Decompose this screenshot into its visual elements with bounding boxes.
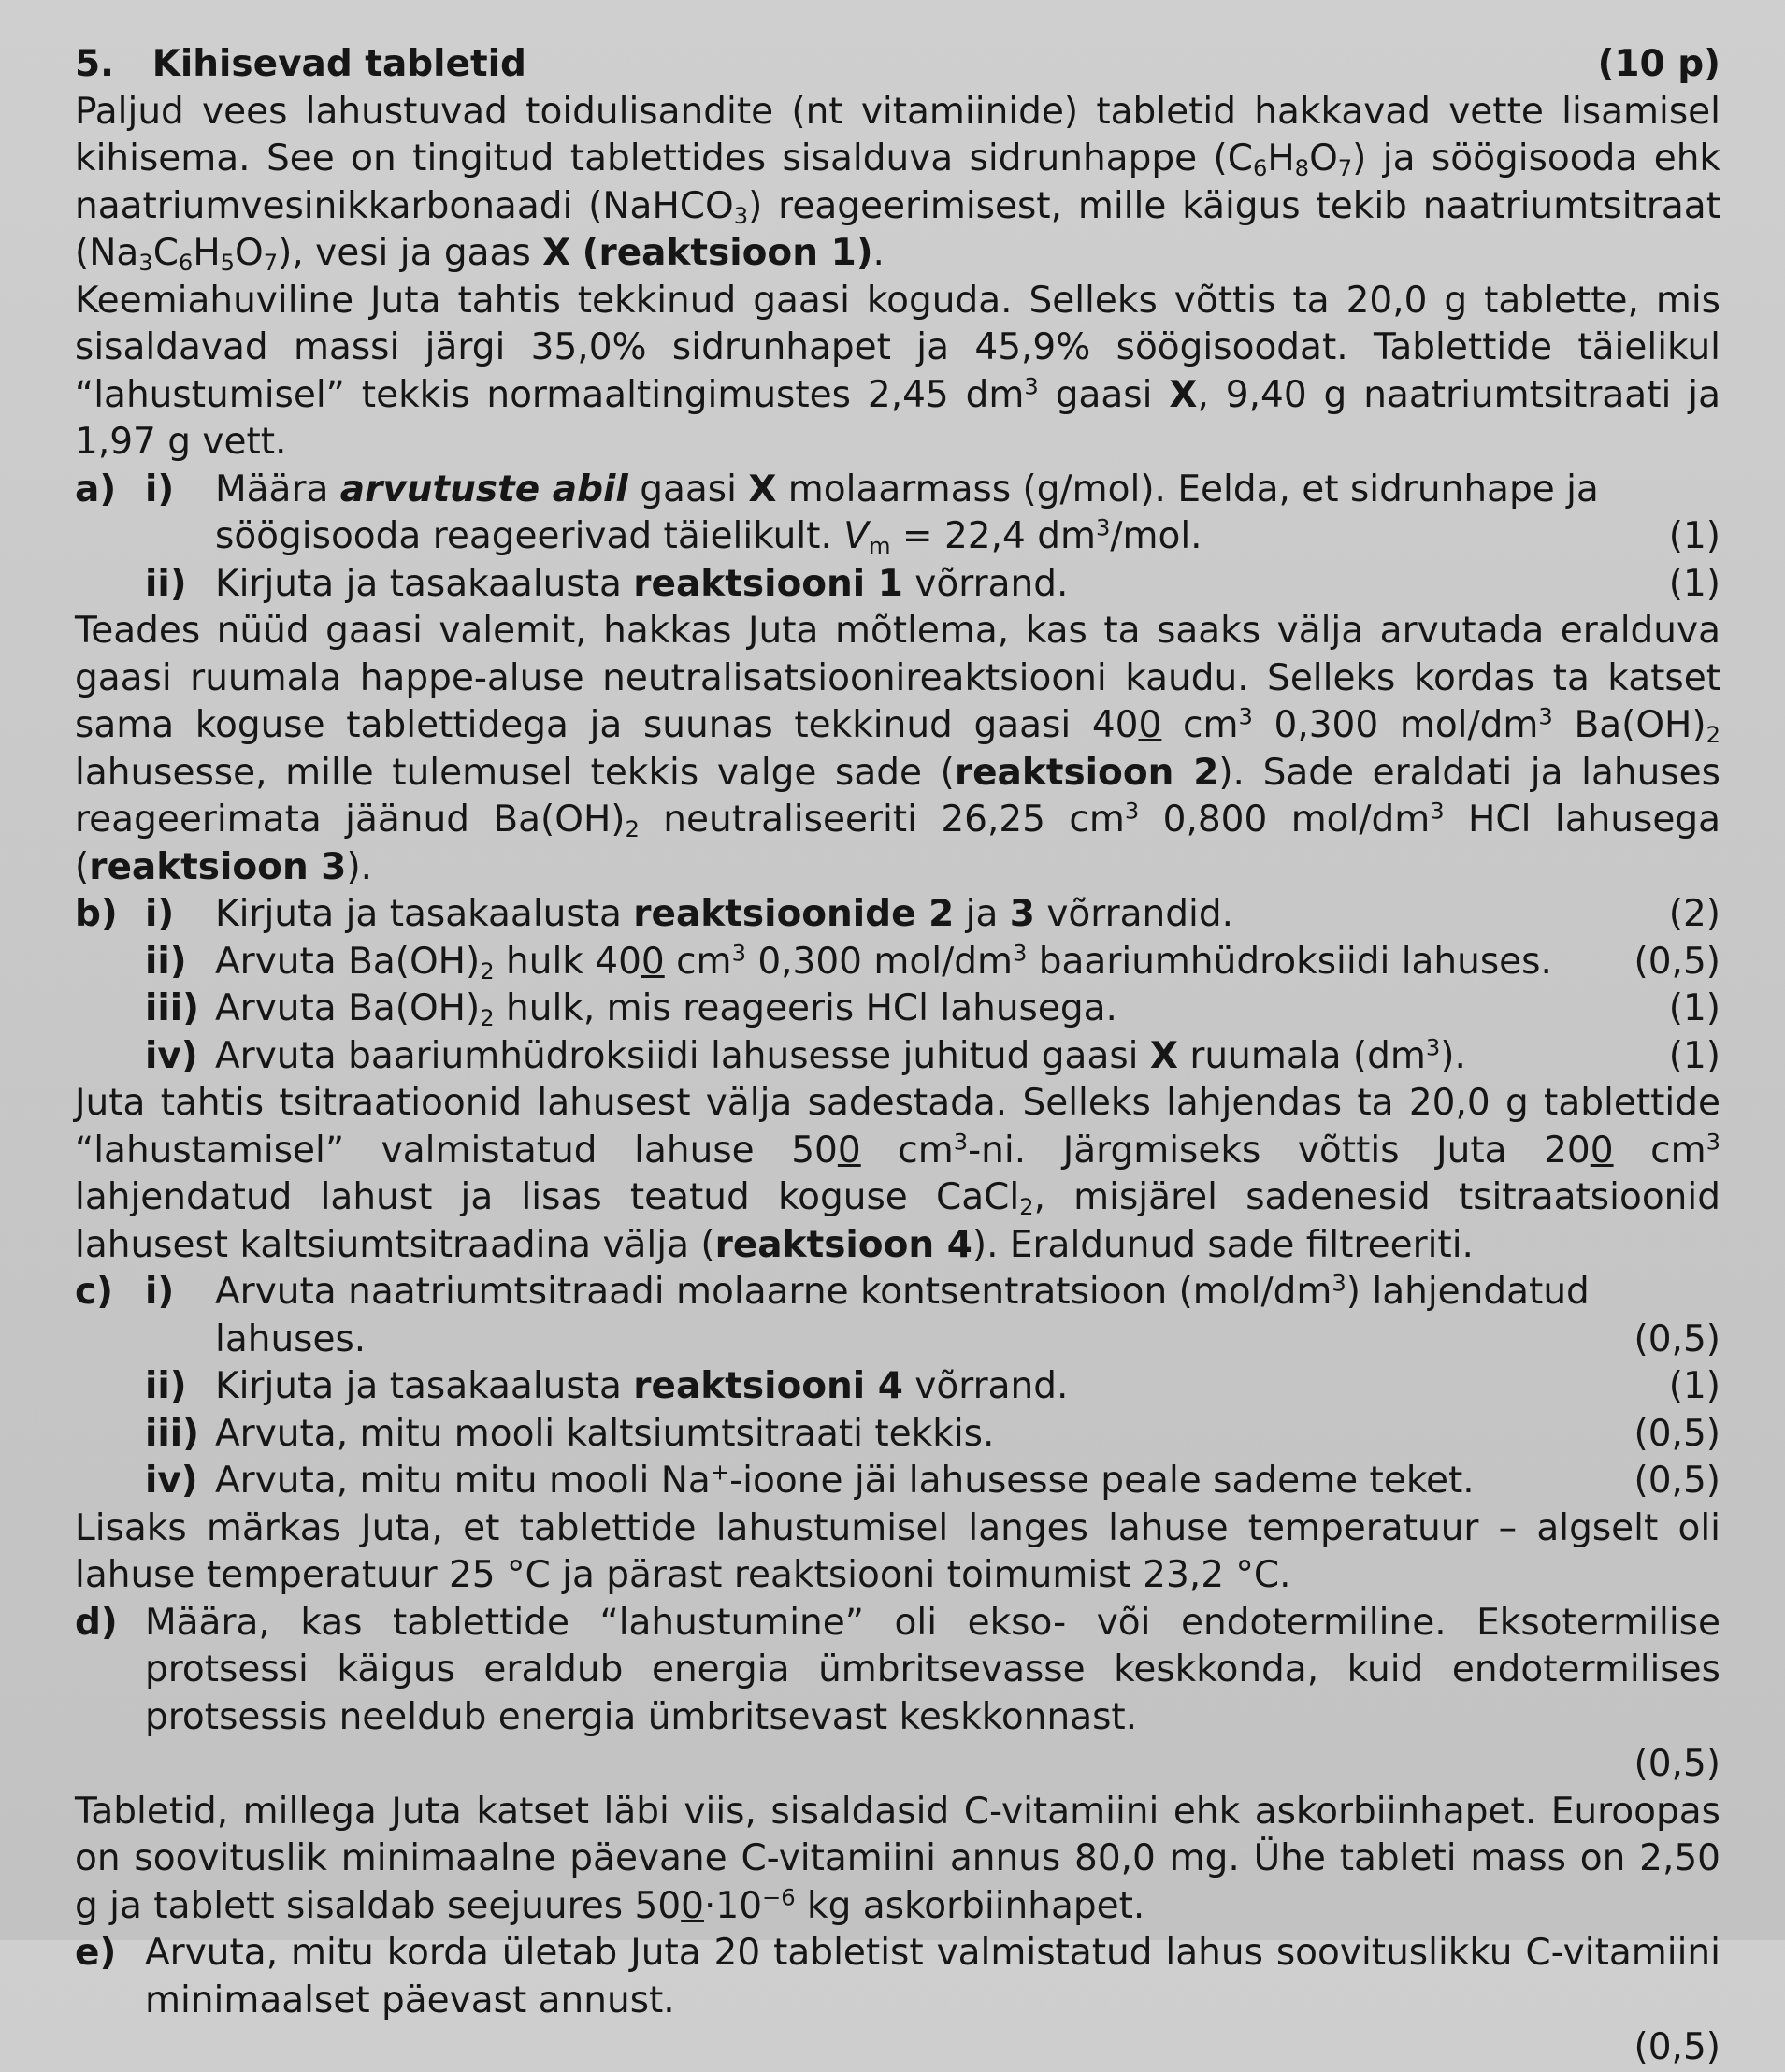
subquestion-label: i) xyxy=(145,893,175,935)
subquestion-label: iv) xyxy=(145,1460,198,1502)
question-c-iv: iv) Arvuta, mitu mitu mooli Na+-ioone jäi lahusesse peale sademe teket. (0,5) xyxy=(75,1458,1720,1505)
points: (2) xyxy=(1668,893,1720,935)
task-title: 5. Kihisevad tabletid xyxy=(75,43,526,85)
points: (0,5) xyxy=(1634,1743,1720,1785)
points: (1) xyxy=(1668,1034,1720,1077)
points: (1) xyxy=(1668,562,1720,605)
question-e-text: Arvuta, mitu korda ületab Juta 20 tabletist valmistatud lahus soovituslikku C-vitamiini minimaalset päevast annust. xyxy=(145,1932,1720,2022)
question-letter-a: a) xyxy=(75,468,117,511)
question-a-i: a) i) Määra arvutuste abil gaasi X molaarmass (g/mol). Eelda, et sidrunhape ja söögisooda reageerivad täielikult. $V_m = 22,4$ $dm^3$/mol. (1) xyxy=(75,468,1720,560)
subquestion-label: i) xyxy=(145,468,175,511)
question-b-ii: ii) Arvuta $Ba(OH)_2$ hulk 400 $cm^3$ 0,300 mol/$dm^3$ baariumhüdroksiidi lahuses. (0,5) xyxy=(145,940,1720,985)
subquestion-label: iii) xyxy=(145,987,199,1029)
points: (0,5) xyxy=(1634,1317,1720,1360)
subquestion-label: ii) xyxy=(145,562,187,605)
question-b-i: b) i) Kirjuta ja tasakaalusta reaktsioonide 2 ja 3 võrrandid. (2) xyxy=(75,891,1720,939)
question-c-i: c) i) Arvuta naatriumtsitraadi molaarne kontsentratsioon $(mol/dm^3)$ lahjendatud lahuses. (0,5) xyxy=(75,1269,1720,1363)
question-letter-d: d) xyxy=(75,1601,118,1644)
question-letter-e: e) xyxy=(75,1932,117,1974)
intro-paragraph-1: Paljud vees lahustuvad toidulisandite (nt vitamiinide) tabletid hakkavad vette lisamisel kihisema. See on tingitud tablettides sisalduva sidrunhappe $(C_6H_8O_7)$ ja söögisooda ehk naatriumvesinikkarbonaadi (NaHCO$_3$) reageerimisest, mille käigus tekib naatriumtsitraat $(Na_3C_6H_5O_7)$, vesi ja gaas X (reaktsioon 1). xyxy=(75,90,1721,277)
task-total-points: (10 p) xyxy=(1597,43,1720,85)
question-c-iii: iii) Arvuta, mitu mooli kaltsiumtsitraati tekkis. (0,5) xyxy=(75,1411,1720,1459)
context-paragraph-vitamin: Tabletid, millega Juta katset läbi viis, sisaldasid C-vitamiini ehk askorbiinhapet. Euroopas on soovituslik minimaalne päevane C-vitamiini annus 80,0 mg. Ühe tableti mass on 2,50 g ja tablett sisaldab seejuures $500\cdot 10^{-6}$ kg askorbiinhapet. xyxy=(75,1790,1720,1927)
points: (1) xyxy=(1668,1365,1720,1407)
points: (0,5) xyxy=(1634,1460,1720,1502)
subquestion-label: ii) xyxy=(145,1365,187,1407)
question-a-ii: ii) Kirjuta ja tasakaalusta reaktsiooni 1 võrrand. (1) xyxy=(75,561,1720,609)
subquestion-label: iii) xyxy=(145,1412,199,1455)
context-paragraph-temperature: Lisaks märkas Juta, et tablettide lahustumisel langes lahuse temperatuur – algselt oli lahuse temperatuur 25 °C ja pärast reaktsiooni toimumist 23,2 °C. xyxy=(75,1506,1720,1596)
question-c-ii: ii) Kirjuta ja tasakaalusta reaktsiooni 4 võrrand. (1) xyxy=(75,1363,1720,1411)
question-e xyxy=(75,1930,1720,2072)
points: (0,5) xyxy=(1634,1412,1720,1455)
question-letter-c: c) xyxy=(75,1271,113,1313)
question-b-iv: iv) Arvuta baariumhüdroksiidi lahusesse juhitud gaasi X ruumala $(dm^3)$. (1) xyxy=(75,1033,1720,1081)
subquestion-label: iv) xyxy=(145,1034,198,1077)
subquestion-label: i) xyxy=(145,1271,175,1313)
task-heading xyxy=(75,41,1720,89)
question-letter-b: b) xyxy=(75,893,118,935)
points: (1) xyxy=(1668,515,1720,557)
points: (1) xyxy=(1668,987,1720,1029)
points: (0,5) xyxy=(1634,2026,1720,2068)
context-paragraph-neutralisation: Teades nüüd gaasi valemit, hakkas Juta mõtlema, kas ta saaks välja arvutada eralduva gaasi ruumala happe-aluse neutralisatsioonireaktsiooni kaudu. Selleks kordas ta katset sama koguse tablettidega ja suunas tekkinud gaasi 400 $cm^3$ 0,300 mol/$dm^3$ $Ba(OH)_2$ lahusesse, mille tulemusel tekkis valge sade (reaktsioon 2). Sade eraldati ja lahuses reageerimata jäänud $Ba(OH)_2$ neutraliseeriti 26,25 $cm^3$ 0,800 mol/$dm^3$ HCl lahusega (reaktsioon 3). xyxy=(75,610,1720,888)
subquestion-label: ii) xyxy=(145,940,187,983)
task-page xyxy=(75,41,1720,2072)
question-b-iii: iii) Arvuta $Ba(OH)_2$ hulk, mis reageeris HCl lahusega. (1) xyxy=(145,987,1720,1032)
intro-paragraph-2: Keemiahuviline Juta tahtis tekkinud gaasi koguda. Selleks võttis ta 20,0 g tablette, mis sisaldavad massi järgi 35,0% sidrunhapet ja 45,9% söögisoodat. Tablettide täielikul “lahustumisel” tekkis normaaltingimustes 2,45 $dm^3$ gaasi X, 9,40 g naatriumtsitraati ja 1,97 g vett. xyxy=(75,279,1720,463)
question-d xyxy=(75,1600,1720,1789)
context-paragraph-precipitation: Juta tahtis tsitraatioonid lahusest välja sadestada. Selleks lahjendas ta 20,0 g tablettide “lahustamisel” valmistatud lahuse 500 $cm^3-ni$. Järgmiseks võttis Juta 200 $cm^3$ lahjendatud lahust ja lisas teatud koguse CaCl$_2$, misjärel sadenesid tsitraatsioonid lahusest kaltsiumtsitraadina välja (reaktsioon 4). Eraldunud sade filtreeriti. xyxy=(75,1082,1720,1266)
question-d-text: Määra, kas tablettide “lahustumine” oli ekso- või endotermiline. Eksotermilise protsessi käigus eraldub energia ümbritsevasse keskkonda, kuid endotermilises protsessis neeldub energia ümbritsevast keskkonnast. xyxy=(145,1601,1720,1738)
points: (0,5) xyxy=(1634,940,1720,983)
